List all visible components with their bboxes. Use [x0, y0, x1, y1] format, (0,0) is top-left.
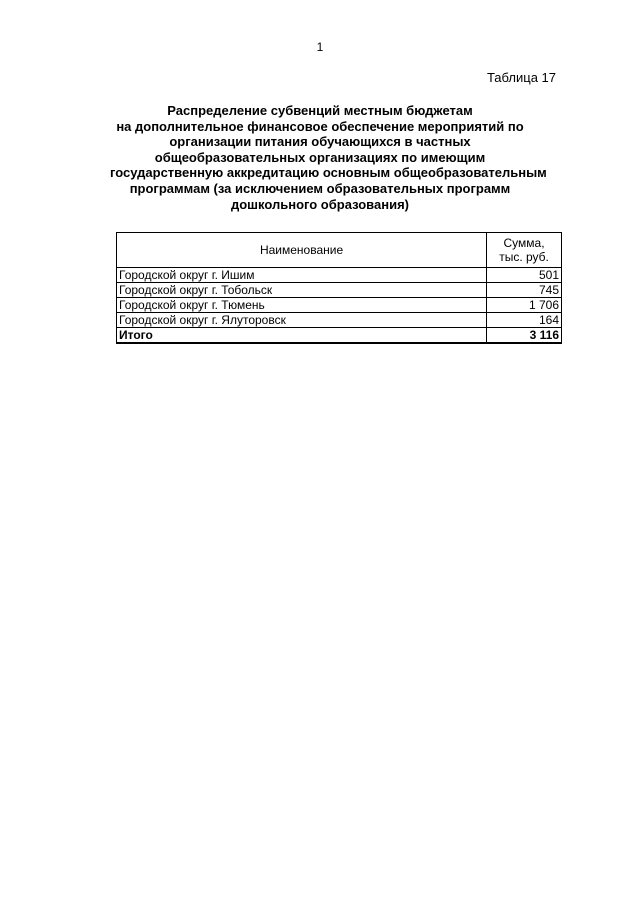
table-label: Таблица 17 — [486, 70, 556, 85]
row-name: Городской округ г. Тюмень — [117, 298, 487, 313]
table-row — [117, 268, 562, 283]
table-row — [117, 298, 562, 313]
title-line: государственную аккредитацию основным общеобразовательным — [110, 165, 547, 181]
table-header-row — [117, 233, 562, 268]
row-sum: 501 — [487, 268, 562, 283]
header-name: Наименование — [117, 233, 487, 268]
row-sum: 164 — [487, 313, 562, 328]
table-row — [117, 313, 562, 328]
page-number: 1 — [316, 40, 324, 54]
header-sum-line2: тыс. руб. — [499, 250, 549, 264]
title-line: дошкольного образования) — [230, 196, 409, 212]
total-sum: 3 116 — [487, 328, 562, 344]
title-line: на дополнительное финансовое обеспечение мероприятий по — [116, 118, 524, 134]
table-row — [117, 283, 562, 298]
subvention-table — [116, 232, 562, 344]
row-name: Городской округ г. Ишим — [117, 268, 487, 283]
row-name: Городской округ г. Ялуторовск — [117, 313, 487, 328]
title-line: программам (за исключением образовательных программ — [129, 180, 511, 196]
row-sum: 745 — [487, 283, 562, 298]
header-sum — [487, 233, 562, 268]
document-title — [110, 103, 547, 212]
total-label: Итого — [117, 328, 487, 344]
row-sum: 1 706 — [487, 298, 562, 313]
table-total-row — [117, 328, 562, 344]
title-line: Распределение субвенций местным бюджетам — [167, 103, 473, 118]
title-line: организации питания обучающихся в частных — [169, 134, 471, 150]
title-line: общеобразовательных организациях по имеющим — [154, 149, 486, 165]
header-sum-line1: Сумма, — [503, 236, 545, 250]
row-name: Городской округ г. Тобольск — [117, 283, 487, 298]
